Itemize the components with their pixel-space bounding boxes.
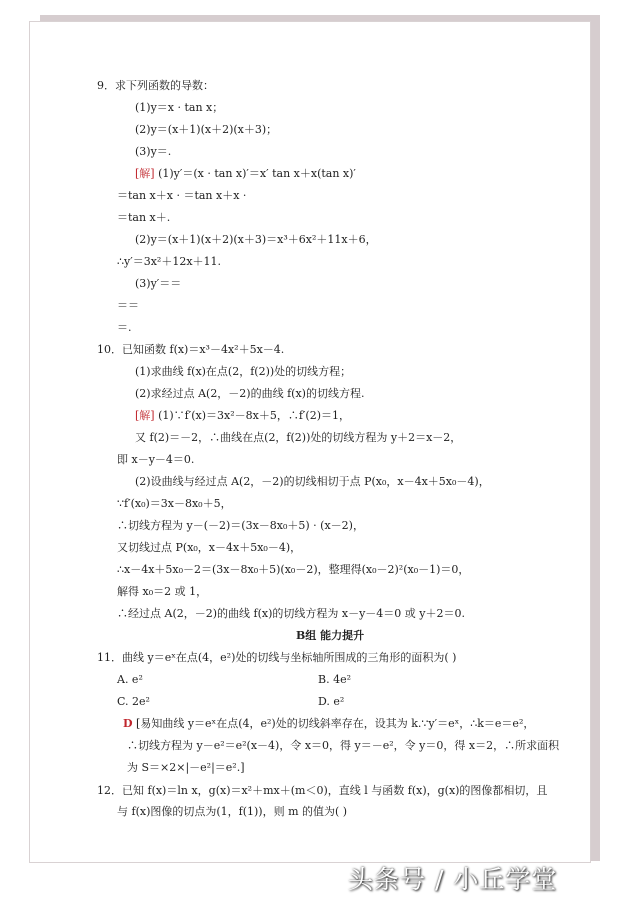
- answer-label: D: [123, 717, 133, 730]
- q10-solution-8: ∴x－4x＋5x₀－2＝(3x－8x₀＋5)(x₀－2)，整理得(x₀－2)²(x₀－1)＝0，: [117, 563, 470, 576]
- q11-option-c: C. 2e²: [117, 695, 150, 708]
- q9-solution-6: (3)y′＝＝: [135, 277, 182, 290]
- q11-option-d: D. e²: [318, 695, 345, 708]
- q11-title: 11．曲线 y＝eˣ在点(4，e²)处的切线与坐标轴所围成的三角形的面积为( ): [97, 651, 457, 664]
- q10-solution-2: 又 f(2)＝－2，∴曲线在点(2，f(2))处的切线方程为 y＋2＝x－2，: [135, 431, 462, 444]
- q9-solution-1: [解] (1)y′＝(x · tan x)′＝x′ tan x＋x(tan x)′: [135, 167, 356, 180]
- q10-solution-5: ∵f′(x₀)＝3x－8x₀＋5，: [117, 497, 232, 510]
- q11-solution-2: ∴切线方程为 y－e²＝e²(x－4)，令 x＝0，得 y＝－e²，令 y＝0，得 x＝2，∴所求面积: [127, 739, 560, 752]
- q9-part1: (1)y＝x · tan x；: [135, 101, 224, 114]
- q11-option-b: B. 4e²: [318, 673, 351, 686]
- q9-solution-3: ＝tan x＋.: [117, 211, 171, 224]
- solution-label: [解]: [135, 167, 155, 180]
- q9-part3: (3)y＝.: [135, 145, 172, 158]
- section-heading: B组 能力提升: [296, 629, 365, 642]
- q10-part1: (1)求曲线 f(x)在点(2，f(2))处的切线方程；: [135, 365, 352, 378]
- q11-option-a: A. e²: [117, 673, 143, 686]
- q9-part2: (2)y＝(x＋1)(x＋2)(x＋3)；: [135, 123, 278, 136]
- q9-title: 9．求下列函数的导数：: [97, 79, 214, 92]
- q12-title: 12．已知 f(x)＝ln x，g(x)＝x²＋mx＋(m＜0)，直线 l 与函数 f(x)，g(x)的图像都相切，且: [97, 784, 548, 797]
- q9-solution-5: ∴y′＝3x²＋12x＋11.: [117, 255, 222, 268]
- q10-solution-9: 解得 x₀＝2 或 1，: [117, 585, 208, 598]
- q10-solution-1: [解] (1)∵f′(x)＝3x²－8x＋5，∴f′(2)＝1，: [135, 409, 350, 422]
- q10-part2: (2)求经过点 A(2，－2)的曲线 f(x)的切线方程.: [135, 387, 365, 400]
- q12-title-cont: 与 f(x)图像的切点为(1，f(1))，则 m 的值为( ): [117, 805, 348, 818]
- q9-solution-2: ＝tan x＋x · ＝tan x＋x ·: [117, 189, 247, 202]
- watermark: 头条号 / 小丘学堂: [348, 865, 558, 894]
- q10-title: 10．已知函数 f(x)＝x³－4x²＋5x－4.: [97, 343, 285, 356]
- q11-solution-3: 为 S＝×2×|－e²|＝e².]: [127, 761, 245, 774]
- q9-solution-4: (2)y＝(x＋1)(x＋2)(x＋3)＝x³＋6x²＋11x＋6，: [135, 233, 377, 246]
- q10-solution-3: 即 x－y－4＝0.: [117, 453, 195, 466]
- q9-solution-8: ＝.: [117, 321, 132, 334]
- q10-solution-4: (2)设曲线与经过点 A(2，－2)的切线相切于点 P(x₀，x－4x＋5x₀－4)，: [135, 475, 490, 488]
- q10-solution-7: 又切线过点 P(x₀，x－4x＋5x₀－4)，: [117, 541, 302, 554]
- q9-solution-7: ＝＝: [117, 299, 139, 312]
- q10-solution-6: ∴切线方程为 y－(－2)＝(3x－8x₀＋5) · (x－2)，: [117, 519, 364, 532]
- solution-label: [解]: [135, 409, 155, 422]
- q11-solution-1: D [易知曲线 y＝eˣ在点(4，e²)处的切线斜率存在，设其为 k.∵y′＝eˣ，∴k＝e＝e²，: [123, 717, 535, 730]
- q10-solution-10: ∴经过点 A(2，－2)的曲线 f(x)的切线方程为 x－y－4＝0 或 y＋2＝0.: [117, 607, 465, 620]
